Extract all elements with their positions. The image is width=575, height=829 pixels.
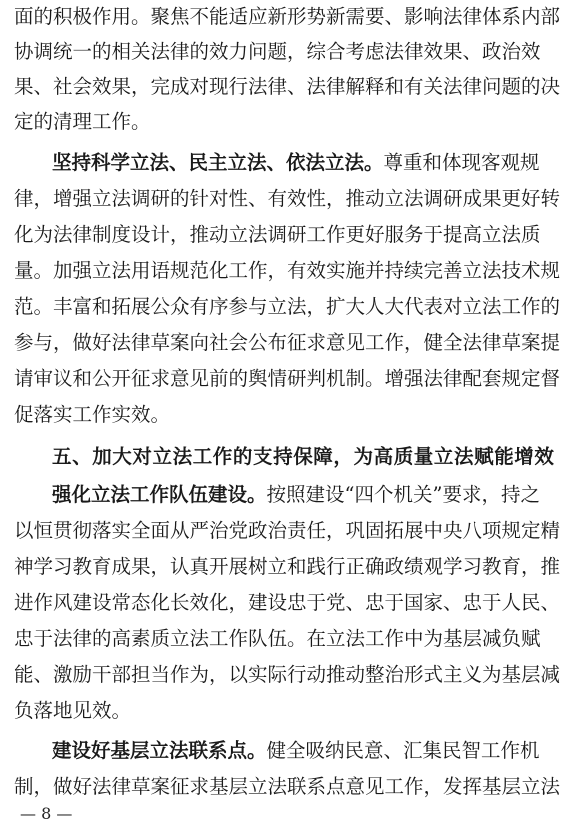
text-line: 范。丰富和拓展公众有序参与立法，扩大人大代表对立法工作的 [14, 295, 561, 318]
text-line: 量。加强立法用语规范化工作，有效实施并持续完善立法技术规 [14, 259, 561, 282]
paragraph-lead-bold: 强化立法工作队伍建设。 [52, 483, 267, 506]
text-line: 果、社会效果，完成对现行法律、法律解释和有关法律问题的决 [14, 75, 561, 98]
text-line: 请审议和公开征求意见前的舆情研判机制。增强法律配套规定督 [14, 367, 561, 390]
text-line: 化为法律制度设计，推动立法调研工作更好服务于提高立法质 [14, 223, 541, 246]
paragraph-lead-bold: 建设好基层立法联系点。 [52, 739, 267, 762]
page-number: — 8 — [20, 804, 73, 823]
paragraph-lead-rest: 按照建设“四个机关”要求，持之 [266, 483, 540, 506]
paragraph-lead-rest: 尊重和体现客观规 [383, 151, 540, 174]
text-line: 协调统一的相关法律的效力问题，综合考虑法律效果、政治效 [14, 40, 541, 63]
text-line: 定的清理工作。 [14, 110, 151, 133]
text-line: 负落地见效。 [14, 699, 132, 722]
paragraph-first-line [52, 480, 540, 510]
text-line: 律，增强立法调研的针对性、有效性，推动立法调研成果更好转 [14, 187, 561, 210]
text-line: 以恒贯彻落实全面从严治党政治责任，巩固拓展中央八项规定精 [14, 519, 561, 542]
paragraph-lead-bold: 坚持科学立法、民主立法、依法立法。 [52, 151, 384, 174]
text-line: 进作风建设常态化长效化，建设忠于党、忠于国家、忠于人民、 [14, 591, 561, 614]
text-line: 面的积极作用。聚焦不能适应新形势新需要、影响法律体系内部 [14, 5, 561, 28]
section-heading: 五、加大对立法工作的支持保障，为高质量立法赋能增效 [52, 445, 555, 468]
paragraph-first-line [52, 148, 540, 178]
paragraph-first-line [52, 736, 540, 766]
text-line: 神学习教育成果，认真开展树立和践行正确政绩观学习教育，推 [14, 555, 561, 578]
paragraph-lead-rest: 健全吸纳民意、汇集民智工作机 [266, 739, 540, 762]
text-line: 能、激励干部担当作为，以实际行动推动整治形式主义为基层减 [14, 663, 561, 686]
text-line: 参与，做好法律草案向社会公布征求意见工作，健全法律草案提 [14, 331, 561, 354]
text-line: 忠于法律的高素质立法工作队伍。在立法工作中为基层减负赋 [14, 627, 541, 650]
text-line: 促落实工作实效。 [14, 403, 171, 426]
text-line: 制，做好法律草案征求基层立法联系点意见工作，发挥基层立法 [14, 775, 561, 798]
